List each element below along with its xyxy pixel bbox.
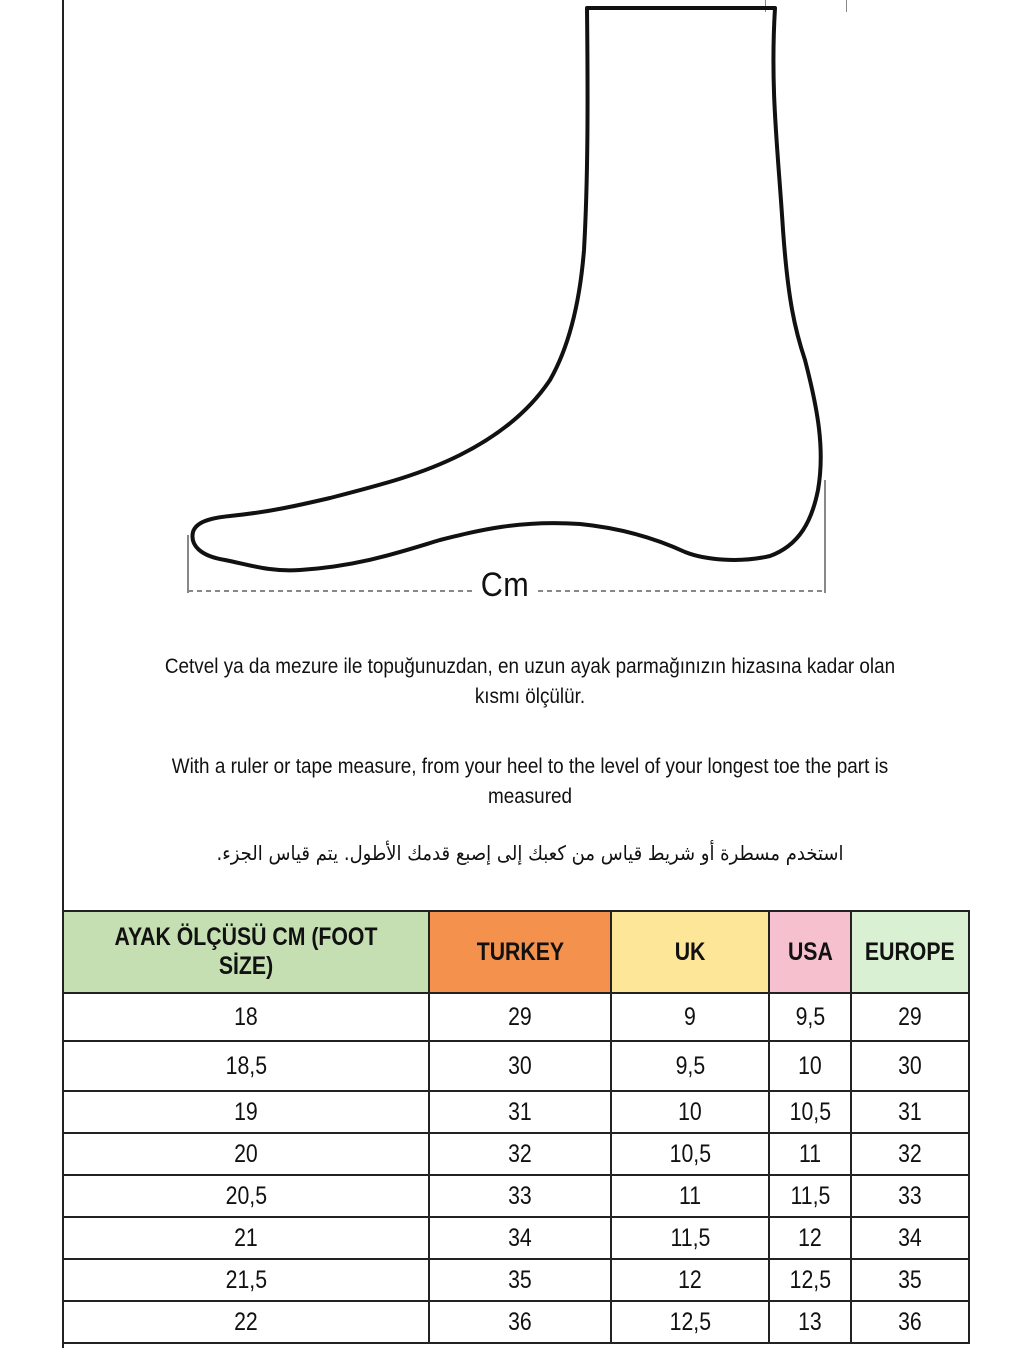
- cell-foot-size-cm: 20,5: [63, 1175, 429, 1217]
- cell-turkey: 33: [429, 1175, 611, 1217]
- size-chart-table: [62, 910, 970, 1344]
- table-row: [63, 1217, 969, 1259]
- cell-foot-size-cm: 21: [63, 1217, 429, 1259]
- cell-europe: 34: [851, 1217, 969, 1259]
- caption-turkish: Cetvel ya da mezure ile topuğunuzdan, en uzun ayak parmağınızın hizasına kadar olan kısmı ölçülür.: [164, 655, 896, 708]
- header-usa: USA: [769, 911, 851, 993]
- cell-turkey: 29: [429, 993, 611, 1041]
- cell-foot-size-cm: 18,5: [63, 1041, 429, 1091]
- caption-english: With a ruler or tape measure, from your heel to the level of your longest toe the part is measured: [171, 755, 889, 808]
- header-uk: UK: [611, 911, 769, 993]
- cell-foot-size-cm: 21,5: [63, 1259, 429, 1301]
- cell-foot-size-cm: 22: [63, 1301, 429, 1343]
- table-body: [63, 993, 969, 1343]
- cell-uk: 9: [611, 993, 769, 1041]
- cell-turkey: 36: [429, 1301, 611, 1343]
- cell-uk: 11,5: [611, 1217, 769, 1259]
- cell-usa: 12,5: [769, 1259, 851, 1301]
- cell-europe: 31: [851, 1091, 969, 1133]
- cell-usa: 13: [769, 1301, 851, 1343]
- cell-europe: 32: [851, 1133, 969, 1175]
- table-row: [63, 1133, 969, 1175]
- cell-europe: 29: [851, 993, 969, 1041]
- foot-outline-diagram: [0, 0, 1020, 620]
- cell-turkey: 32: [429, 1133, 611, 1175]
- table-row: [63, 993, 969, 1041]
- cell-uk: 11: [611, 1175, 769, 1217]
- cell-uk: 12,5: [611, 1301, 769, 1343]
- cell-uk: 10,5: [611, 1133, 769, 1175]
- header-foot-size: AYAK ÖLÇÜSÜ CM (FOOT SİZE): [63, 911, 429, 993]
- cell-uk: 12: [611, 1259, 769, 1301]
- table-row: [63, 1259, 969, 1301]
- cell-europe: 36: [851, 1301, 969, 1343]
- cell-foot-size-cm: 18: [63, 993, 429, 1041]
- table-header-row: [63, 911, 969, 993]
- cell-uk: 9,5: [611, 1041, 769, 1091]
- cell-turkey: 31: [429, 1091, 611, 1133]
- cell-europe: 33: [851, 1175, 969, 1217]
- cell-usa: 11,5: [769, 1175, 851, 1217]
- table-row: [63, 1301, 969, 1343]
- cell-europe: 30: [851, 1041, 969, 1091]
- header-europe: EUROPE: [851, 911, 969, 993]
- cell-uk: 10: [611, 1091, 769, 1133]
- measure-label: Cm: [480, 566, 530, 604]
- header-turkey: TURKEY: [429, 911, 611, 993]
- table-row: [63, 1091, 969, 1133]
- cell-europe: 35: [851, 1259, 969, 1301]
- table-row: [63, 1041, 969, 1091]
- caption-arabic: استخدم مسطرة أو شريط قياس من كعبك إلى إصبع قدمك الأطول. يتم قياس الجزء.: [216, 841, 844, 865]
- foot-outline: [192, 8, 820, 570]
- cell-usa: 9,5: [769, 993, 851, 1041]
- cell-turkey: 35: [429, 1259, 611, 1301]
- cell-usa: 10,5: [769, 1091, 851, 1133]
- cell-usa: 11: [769, 1133, 851, 1175]
- cell-foot-size-cm: 19: [63, 1091, 429, 1133]
- cell-foot-size-cm: 20: [63, 1133, 429, 1175]
- table-row: [63, 1175, 969, 1217]
- cell-turkey: 30: [429, 1041, 611, 1091]
- cell-usa: 12: [769, 1217, 851, 1259]
- cell-usa: 10: [769, 1041, 851, 1091]
- cell-turkey: 34: [429, 1217, 611, 1259]
